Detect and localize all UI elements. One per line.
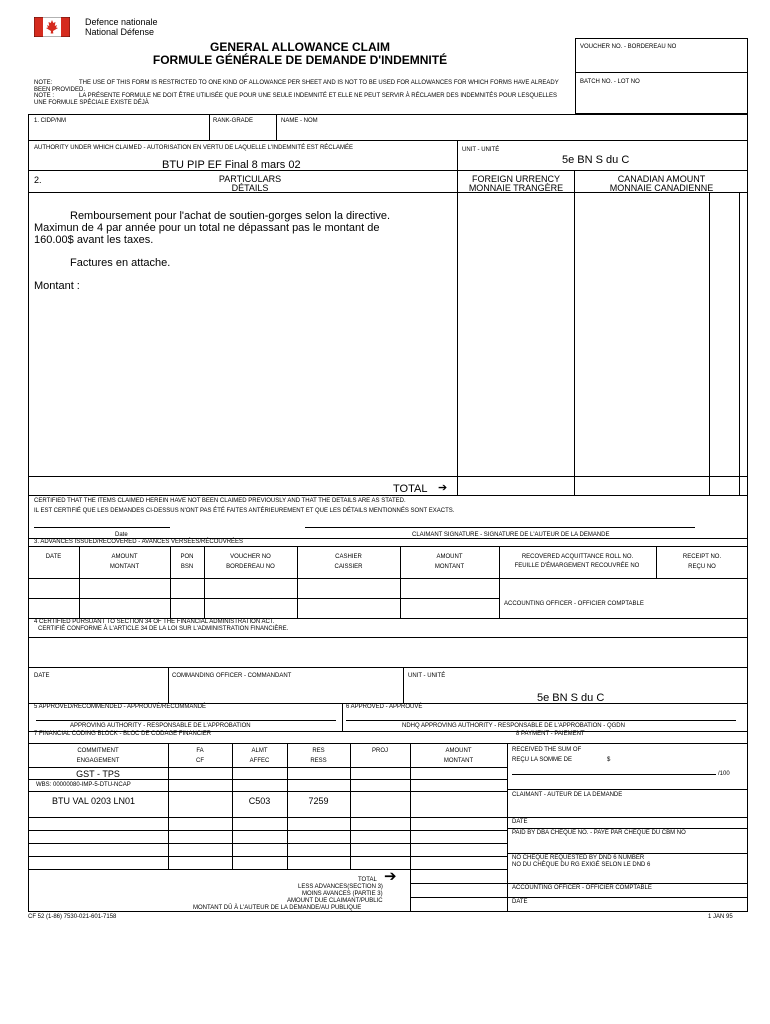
col-voucher-en: VOUCHER NO (230, 554, 271, 560)
particulars-line-4[interactable]: Factures en attache. (70, 257, 171, 269)
note-en: THE USE OF THIS FORM IS RESTRICTED TO ONE KIND OF ALLOWANCE PER SHEET AND IS NOT TO BE USED FOR ALLOWANCES FOR WHICH FORMS HAVE ALREADY BEEN PROVIDED. (34, 80, 559, 93)
section-4-unit-label: UNIT - UNITÉ (408, 673, 446, 679)
col-commitment-en: COMMITMENT (77, 748, 119, 754)
no-cheque-fr: NO DU CHÈQUE DU RG EXIGÉ SELON LE DND 6 (512, 862, 651, 868)
col-amount-fr: MONTANT (109, 564, 140, 570)
total-label: TOTAL (393, 483, 428, 495)
dept-name-fr: Defence nationale (85, 17, 158, 27)
arrow-right-icon: ➔ (438, 482, 448, 494)
certification-en: CERTIFIED THAT THE ITEMS CLAIMED HEREIN HAVE NOT BEEN CLAIMED PREVIOUSLY AND THAT THE DETAILS ARE AS STATED. (34, 498, 406, 504)
commanding-officer-label: COMMANDING OFFICER - COMMANDANT (172, 673, 292, 679)
ndhq-authority-label: NDHQ APPROVING AUTHORITY - RESPONSABLE DE L'APPROBATION - QGDN (402, 723, 625, 729)
foreign-currency-en: FOREIGN URRENCY (471, 174, 560, 184)
canada-flag-icon (34, 17, 70, 37)
section-4-date-label: DATE (34, 673, 50, 679)
col-cashier-fr: CAISSIER (334, 564, 363, 570)
no-cheque-en: NO CHEQUE REQUESTED BY DND 6 NUMBER (512, 855, 645, 861)
canadian-amount-fr: MONNAIE CANADIENNE (609, 183, 714, 193)
coding-block-label: 7 FINANCIAL CODING BLOCK - BLOC DE CODAGE FINANCIER (34, 731, 212, 737)
col-amount-en: AMOUNT (111, 554, 138, 560)
particulars-line-1[interactable]: Remboursement pour l'achat de soutien-gorges selon la directive. (70, 210, 391, 222)
unit-value[interactable]: 5e BN S du C (562, 154, 630, 166)
particulars-line-2[interactable]: Maximun de 4 par année pour un total ne dépassant pas le montant de (34, 222, 380, 234)
col-receipt-fr: REÇU NO (688, 564, 716, 570)
col-amount-en-7: AMOUNT (445, 748, 472, 754)
particulars-en: PARTICULARS (218, 174, 282, 184)
col-cashier-en: CASHIER (335, 554, 362, 560)
less-advances-fr: MOINS AVANCES (PARTIE 3) (302, 891, 383, 897)
form-id: CF 52 (1-86) 7530-021-601-7158 (28, 914, 117, 920)
approved-recommended-label: 5 APPROVED/RECOMMENDED - APPROUVÉ/RECOMMANDÉ (34, 704, 207, 710)
dollar-sign: $ (607, 757, 611, 763)
claimant-signature-label: CLAIMANT SIGNATURE - SIGNATURE DE L'AUTEUR DE LA DEMANDE (412, 532, 610, 538)
col-almt-en: ALMT (251, 748, 268, 754)
col-amount2-fr: MONTANT (434, 564, 465, 570)
col-voucher-fr: BORDEREAU NO (226, 564, 275, 570)
voucher-label: VOUCHER NO. - BORDEREAU NO (580, 44, 677, 50)
paid-by-label: PAID BY DBA CHEQUE NO. - PAYÉ PAR CHEQUE DU CBM NO (512, 830, 686, 836)
total-amount-box[interactable] (410, 869, 508, 884)
particulars-line-5[interactable]: Montant : (34, 280, 80, 292)
particulars-line-3[interactable]: 160.00$ avant les taxes. (34, 234, 154, 246)
rank-label: RANK-GRADE (213, 118, 254, 124)
received-sum-fr: REÇU LA SOMME DE (512, 757, 573, 763)
canadian-amount-en: CANADIAN AMOUNT (617, 174, 706, 184)
section-4-unit-value[interactable]: 5e BN S du C (537, 692, 605, 704)
gst-label: GST - TPS (76, 769, 120, 779)
authority-label: AUTHORITY UNDER WHICH CLAIMED - AUTORISATION EN VERTU DE LAQUELLE L'INDEMNITÉ EST RÉCLAMÉE (34, 145, 353, 151)
res-value[interactable]: 7259 (308, 796, 329, 806)
col-fa-en: FA (196, 748, 204, 754)
col-pon-fr: BSN (180, 564, 194, 570)
col-pon-en: PON (180, 554, 194, 560)
cidp-label: 1. CIDP/NM (34, 118, 67, 124)
amount-due-box[interactable] (410, 897, 508, 912)
less-advances-box[interactable] (410, 883, 508, 898)
col-recovered-fr: FEUILLE D'ÉMARGEMENT RECOUVRÉE NO (514, 563, 640, 569)
total-7-label: TOTAL (358, 877, 377, 883)
col-amount-fr-7: MONTANT (443, 758, 474, 764)
col-res-fr: RESS (310, 758, 327, 764)
date-8b-label: DATE (512, 899, 528, 905)
name-label: NAME - NOM (281, 118, 318, 124)
form-title-fr: FORMULE GÉNÉRALE DE DEMANDE D'INDEMNITÉ (152, 53, 448, 67)
form-title-en: GENERAL ALLOWANCE CLAIM (210, 40, 390, 54)
hundred-label: /100 (718, 771, 730, 777)
received-sum-en: RECEIVED THE SUM OF (512, 747, 582, 753)
col-recovered-en: RECOVERED ACQUITTANCE ROLL NO. (521, 554, 634, 560)
col-almt-fr: AFFEC (249, 758, 270, 764)
accounting-officer-8: ACCOUNTING OFFICER - OFFICIER COMPTABLE (512, 885, 652, 891)
col-fa-fr: CF (196, 758, 204, 764)
note-en-label: NOTE: (34, 80, 53, 86)
wbs-value: WBS: 00000080-IMP-5-DTU-NCAP (36, 782, 131, 788)
col-date: DATE (45, 554, 62, 560)
batch-label: BATCH NO. - LOT NO (580, 79, 640, 85)
commitment-value[interactable]: BTU VAL 0203 LN01 (52, 796, 136, 806)
accounting-officer-3: ACCOUNTING OFFICER - OFFICIER COMPTABLE (504, 601, 644, 607)
dept-name-en: National Défense (85, 27, 155, 37)
col-amount2-en: AMOUNT (436, 554, 463, 560)
arrow-right-icon: ➔ (384, 868, 397, 885)
note-fr: LA PRÉSENTE FORMULE NE DOIT ÊTRE UTILISÉE QUE POUR UNE SEULE INDEMNITÉ ET ELLE NE PEUT SERVIR À RÉCLAMER DES INDEMNITÉS POUR LESQUELLES UNE FORMULE SPÉCIALE EXISTE DÉJÀ (34, 93, 558, 106)
section-2-number: 2. (34, 175, 42, 185)
less-advances-en: LESS ADVANCES(SECTION 3) (298, 884, 383, 890)
certification-fr: IL EST CERTIFIÉ QUE LES DEMANDES CI-DESSUS N'ONT PAS ÉTÉ FAITES ANTÉRIEUREMENT ET QUE LES DÉTAILS MENTIONNÉS SONT EXACTS. (34, 508, 455, 514)
foreign-currency-fr: MONNAIE TRANGÈRE (468, 183, 564, 193)
authority-value[interactable]: BTU PIP EF Final 8 mars 02 (162, 159, 301, 171)
form-date: 1 JAN 95 (708, 914, 733, 920)
col-proj: PROJ (371, 748, 388, 754)
almt-value[interactable]: C503 (248, 796, 271, 806)
date-signature-label: Date (115, 532, 128, 538)
unit-label: UNIT - UNITÉ (462, 147, 500, 153)
col-res-en: RES (312, 748, 325, 754)
approved-label: 6 APPROVED - APPROUVÉ (346, 704, 423, 710)
particulars-fr: DÉTAILS (231, 183, 269, 193)
approving-authority-label: APPROVING AUTHORITY - RESPONSABLE DE L'APPROBATION (70, 723, 251, 729)
date-8-label: DATE (512, 819, 528, 825)
claimant-8-label: CLAIMANT - AUTEUR DE LA DEMANDE (512, 792, 623, 798)
col-receipt-en: RECEIPT NO. (682, 554, 722, 560)
note-fr-label: NOTE : (34, 93, 55, 99)
amount-due-fr: MONTANT DÛ À L'AUTEUR DE LA DEMANDE/AU PUBLIQUE (193, 905, 362, 911)
section-3-title: 3. ADVANCES ISSUED/RECOVERED - AVANCES VERSÉES/RÉCOUVRÉES (34, 539, 244, 545)
amount-due-en: AMOUNT DUE CLAIMANT/PUBLIC (287, 898, 383, 904)
payment-label: 8 PAYMENT - PAIEMENT (516, 731, 585, 737)
col-commitment-fr: ENGAGEMENT (76, 758, 120, 764)
section-4-cert-en: 4 CERTIFIED PURSUANT TO SECTION 34 OF THE FINANCIAL ADMINISTRATION ACT. (34, 619, 275, 625)
section-4-cert-fr: CERTIFIÉ CONFORME À L'ARTICLE 34 DE LA LOI SUR L'ADMINISTRATION FINANCIÈRE. (38, 626, 289, 632)
